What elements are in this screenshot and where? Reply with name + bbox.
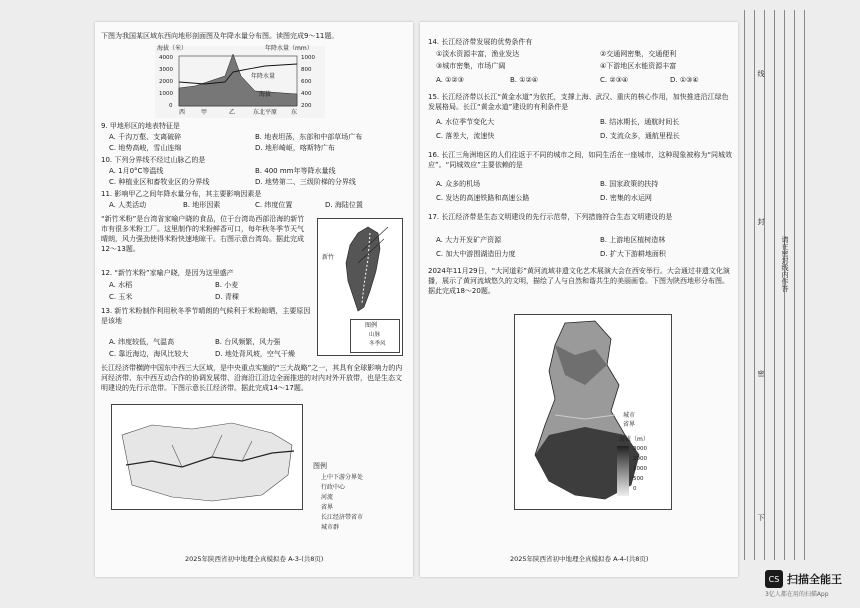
- seal-mark: 下: [757, 514, 765, 521]
- tick-left: 1000: [159, 91, 173, 97]
- terrain-area: [179, 54, 297, 106]
- tick-right: 400: [301, 91, 312, 97]
- tick-right: 1000: [301, 55, 315, 61]
- footer-left: 2025年陕西省初中地理全真模拟卷 A-3-(共8页): [185, 555, 324, 563]
- option: B. ①②④: [510, 76, 539, 84]
- legend-level: 3000: [633, 446, 647, 452]
- x-label: 东北平原: [253, 109, 278, 116]
- camscanner-watermark: [765, 570, 842, 598]
- option: ④下游地区水能资源丰富: [600, 62, 677, 70]
- legend-city: 城市: [623, 412, 636, 419]
- seal-mark: 封: [757, 218, 765, 225]
- legend-item: 河流: [321, 494, 334, 501]
- option: ③城市密集，市场广阔: [436, 62, 506, 70]
- tick-left: 3000: [159, 67, 173, 73]
- option: C. 纬度位置: [255, 201, 293, 209]
- legend-color-ramp: [617, 446, 629, 496]
- x-label: 乙: [229, 109, 236, 116]
- question-14: 14. 长江经济带发展的优势条件有: [428, 38, 533, 46]
- taiwan-map-svg: [318, 219, 402, 319]
- x-label: 西: [179, 109, 186, 116]
- option: A. 众多的机场: [436, 180, 481, 188]
- option: A. 水位季节变化大: [436, 118, 495, 126]
- option: D. 密集的水运网: [600, 194, 652, 202]
- legend-item: 上中下游分界处: [321, 474, 364, 481]
- option: D. 扩大下游耕地面积: [600, 250, 666, 258]
- option: A. ①②③: [436, 76, 464, 84]
- option: D. 地形崎岖，喀斯特广布: [255, 144, 335, 152]
- option: B. 国家政策的扶持: [600, 180, 659, 188]
- option: C. 加大中游围湖造田力度: [436, 250, 516, 258]
- question-9: 9. 甲地形区的地表特征是: [101, 122, 180, 130]
- footer-right: 2025年陕西省初中地理全真模拟卷 A-4-(共8页): [510, 555, 649, 563]
- option: B. 小麦: [215, 281, 239, 289]
- legend-item: 行政中心: [321, 484, 346, 491]
- option: D. ①③④: [670, 76, 699, 84]
- yangtze-map-svg: [112, 405, 302, 509]
- legend-item: 城市群: [321, 524, 340, 531]
- option: D. 青稞: [215, 293, 239, 301]
- right-page: [420, 22, 738, 577]
- question-10: 10. 下列分界线不经过山脉乙的是: [101, 156, 206, 164]
- left-page: [95, 22, 413, 577]
- option: D. 海陆位置: [325, 201, 363, 209]
- seal-mark: 线: [757, 70, 765, 77]
- passage-yangtze: 长江经济带横跨中国东中西三大区域，是中央重点实施的“三大战略”之一，其具有全球影响力的内河经济带、东中西互动合作的协调发展带、沿海沿江沿边全面推进的对内对外开放带，也是生态文明建设的先行示范带。下图示意长江经济带。据此完成14～17题。: [101, 364, 403, 392]
- option: A. 1月0°C等温线: [109, 167, 164, 175]
- legend-title: 图例: [365, 322, 378, 329]
- option: C. 地势高峻，雪山连绵: [109, 144, 182, 152]
- option: C. 发达的高速铁路和高速公路: [436, 194, 530, 202]
- y-left-label: 海拔（米）: [157, 45, 188, 52]
- yangtze-map: [111, 404, 303, 510]
- option: ②交通网密集，交通便利: [600, 50, 677, 58]
- seal-mark: 密: [757, 370, 765, 377]
- question-17: 17. 长江经济带是生态文明建设的先行示范带，下列措施符合生态文明建设的是: [428, 213, 673, 221]
- tick-left: 0: [169, 103, 173, 109]
- option: A. 纬度较低，气温高: [109, 338, 175, 346]
- series-rain-label: 年降水量: [251, 73, 276, 80]
- question-12: 12. “新竹米粉”家喻户晓，是因为这里盛产: [101, 269, 234, 277]
- legend-elevation-title: 海拔（m）: [619, 436, 649, 443]
- option: D. 支流众多，通航里程长: [600, 132, 680, 140]
- taiwan-map: [317, 218, 403, 356]
- binding-strip: [742, 10, 812, 570]
- taiwan-legend: [350, 319, 400, 353]
- watermark-title: 扫描全能王: [787, 573, 842, 586]
- seal-notice: 请在密封线内作答: [781, 236, 789, 292]
- option: B. 结冰期长，通航时间长: [600, 118, 680, 126]
- shaanxi-map: [514, 314, 672, 510]
- shaanxi-legend: [611, 411, 667, 503]
- option: A. 千沟万壑、支离破碎: [109, 133, 182, 141]
- intro-9-11: 下图为我国某区域东西向地形剖面图及年降水量分布图。读图完成9～11题。: [101, 32, 339, 40]
- question-15: 15. 长江经济带以长江“黄金水道”为依托，支撑上海、武汉、重庆的核心作用，加快推进沿江绿色发展格局。长江“黄金水道”建设的有利条件是: [428, 93, 729, 111]
- question-11: 11. 影响甲乙之间年降水量分布，其主要影响因素是: [101, 190, 262, 198]
- tick-left: 4000: [159, 55, 173, 61]
- yangtze-legend: [307, 462, 397, 546]
- y-right-label: 年降水量（mm）: [265, 45, 313, 52]
- legend-level: 500: [633, 476, 644, 482]
- option: A. 大力开发矿产资源: [436, 236, 502, 244]
- x-label: 东: [291, 109, 298, 116]
- option: ①淡水资源丰富，渔业发达: [436, 50, 520, 58]
- legend-monsoon: 冬季风: [369, 341, 386, 347]
- terrain-profile-figure: [155, 46, 325, 118]
- cs-logo: CS: [765, 570, 783, 588]
- hsinchu-label: 新竹: [322, 254, 335, 261]
- option: B. 台风频繁，风力强: [215, 338, 281, 346]
- option: B. 上游地区植树造林: [600, 236, 666, 244]
- option: C. 种植业区和畜牧业区的分界线: [109, 178, 210, 186]
- option: C. ②③④: [600, 76, 629, 84]
- option: A. 水稻: [109, 281, 133, 289]
- legend-level: 1000: [633, 466, 647, 472]
- tick-right: 800: [301, 67, 312, 73]
- watermark-subtitle: 3亿人都在用的扫描App: [765, 591, 829, 598]
- series-terrain-label: 海拔: [259, 91, 272, 98]
- option: D. 地处背风坡，空气干燥: [215, 350, 295, 358]
- legend-item: 省界: [321, 504, 334, 511]
- legend-mountain: 山脉: [369, 332, 381, 338]
- legend-level: 0: [633, 486, 637, 492]
- option: B. 400 mm年等降水量线: [255, 167, 336, 175]
- option: C. 落差大，流速快: [436, 132, 495, 140]
- tick-right: 200: [301, 103, 312, 109]
- option: A. 人类活动: [109, 201, 147, 209]
- option: B. 地表坦荡，东部和中部草场广布: [255, 133, 363, 141]
- passage-rice-noodle: “新竹米粉”是台湾省家喻户晓的食品，位于台湾岛西部沿海的新竹市有很多米粉工厂。这里制作的米粉鲜香可口，每年秋冬季节天气晴朗，风力强劲使得米粉快速地晾干。右图示意台湾岛。据此完成12～13题。: [101, 215, 305, 253]
- passage-shaanxi: 2024年11月29日，“大河道彩”黄河流域非遗文化艺术展演大会在西安举行。大会通过非遗文化演播，展示了黄河流域悠久的文明，描绘了人与自然和谐共生的美丽画卷。下图为陕西地形分布图。据此完成18～20题。: [428, 267, 730, 295]
- option: D. 地势第二、三级阶梯的分界线: [255, 178, 356, 186]
- legend-title: 图例: [313, 462, 327, 470]
- legend-item: 长江经济带省市: [321, 514, 364, 521]
- question-13: 13. 新竹米粉制作利用秋冬季节晴朗的气候利于米粉晾晒，主要原因是该地: [101, 307, 311, 325]
- x-label: 甲: [201, 109, 208, 116]
- tick-right: 600: [301, 79, 312, 85]
- option: B. 地形因素: [183, 201, 221, 209]
- legend-level: 2000: [633, 456, 647, 462]
- option: C. 靠近海边，海风比较大: [109, 350, 189, 358]
- option: C. 玉米: [109, 293, 133, 301]
- legend-border: 省界: [623, 421, 636, 428]
- question-16: 16. 长江三角洲地区的人们往返于不同的城市之间，如同生活在一座城市，这种现象被称为“同城效应”。“同城效应”主要依赖的是: [428, 151, 732, 169]
- tick-left: 2000: [159, 79, 173, 85]
